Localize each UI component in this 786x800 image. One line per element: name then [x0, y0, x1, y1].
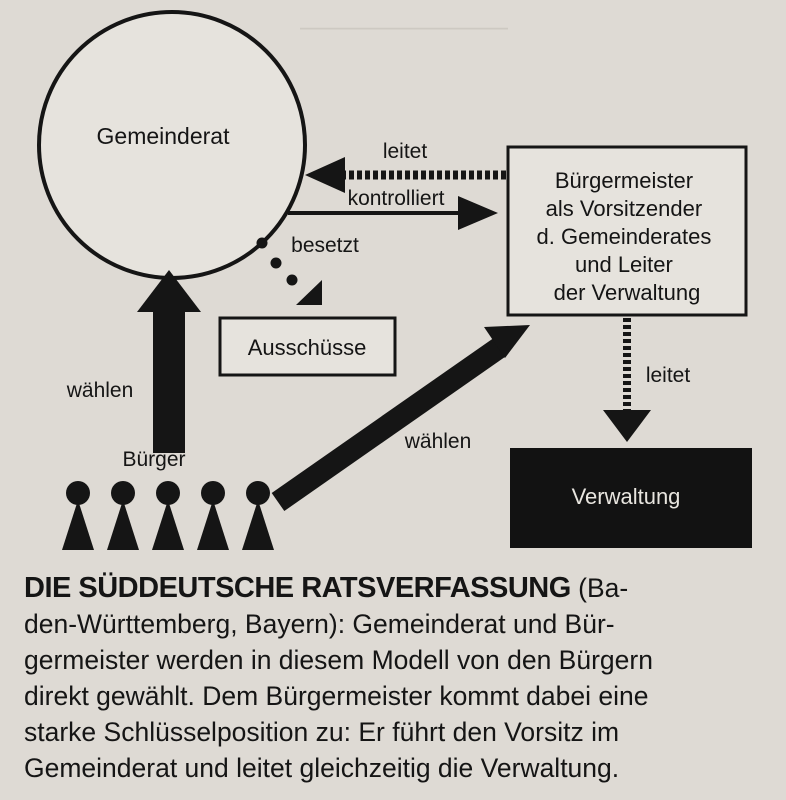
buergermeister-line-3: d. Gemeinderates: [536, 224, 712, 249]
leitet-top-label: leitet: [382, 140, 428, 163]
citizen-figure-icon: [242, 481, 274, 550]
verwaltung-label: Verwaltung: [571, 484, 681, 509]
besetzt-arrow: [257, 234, 360, 305]
citizen-figure-icon: [197, 481, 229, 550]
ausschuesse-node: [220, 318, 395, 375]
gemeinderat-node: [39, 12, 305, 278]
caption-title-suffix: (Ba-: [570, 573, 629, 603]
citizens-figures: [62, 481, 274, 550]
ausschuesse-label: Ausschüsse: [247, 335, 367, 360]
leitet-arrow-to-verwaltung: [603, 318, 690, 442]
caption-line-4: direkt gewählt. Dem Bürgermeister kommt dabei eine: [24, 681, 649, 711]
caption-line-5: starke Schlüsselposition zu: Er führt den Vorsitz im: [24, 717, 620, 747]
caption-line-3: germeister werden in diesem Modell von den Bürgern: [24, 645, 653, 675]
citizen-figure-icon: [62, 481, 94, 550]
svg-text:Bürgermeister als Vorsit: [537, 168, 718, 305]
waehlen-left-label: wählen: [66, 379, 134, 402]
buergermeister-line-4: und Leiter: [575, 252, 673, 277]
citizen-figure-icon: [107, 481, 139, 550]
leitet-down-label: leitet: [645, 364, 691, 387]
citizen-figure-icon: [152, 481, 184, 550]
besetzt-label: besetzt: [291, 234, 359, 257]
caption-line-6: Gemeinderat und leitet gleichzeitig die Verwaltung.: [24, 753, 620, 783]
show-through-background: ————————: [300, 11, 508, 41]
waehlen-diag-label: wählen: [404, 430, 472, 453]
leitet-arrow-to-gemeinderat: [305, 140, 506, 193]
waehlen-arrow-to-gemeinderat: [66, 270, 201, 453]
gemeinderat-label: Gemeinderat: [96, 123, 230, 149]
buergermeister-line-2: als Vorsitzender: [545, 196, 703, 221]
kontrolliert-arrow: [288, 187, 498, 230]
caption-line-1: [24, 570, 769, 606]
buergermeister-line-1: Bürgermeister: [554, 168, 694, 193]
caption-line-2: den-Württemberg, Bayern): Gemeinderat und Bür-: [24, 609, 615, 639]
buerger-label: Bürger: [122, 448, 186, 471]
figure-caption: [24, 570, 769, 786]
kontrolliert-label: kontrolliert: [347, 187, 445, 210]
buergermeister-line-5: der Verwaltung: [553, 280, 701, 305]
buergermeister-node: [508, 147, 746, 315]
caption-title: DIE SÜDDEUTSCHE RATSVERFASSUNG: [24, 572, 571, 604]
verwaltung-node: [510, 448, 752, 548]
